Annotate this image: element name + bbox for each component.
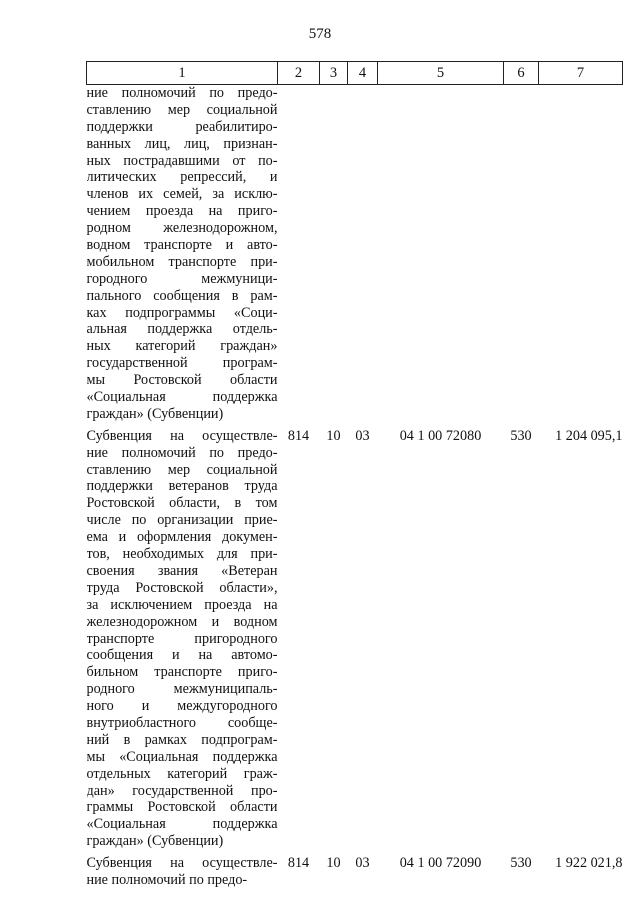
- description-line: ставлению мер социальной: [86, 101, 278, 118]
- description-line: родного межмуниципаль-: [86, 681, 278, 698]
- description-line: Субвенция на осуществле-: [86, 855, 278, 872]
- description-line: граждан» (Субвенции): [86, 405, 224, 422]
- row-code4: 03: [355, 855, 370, 872]
- description-line: транспорте пригородного: [86, 630, 278, 647]
- row-code3: 10: [326, 855, 341, 872]
- description-line: водном транспорте и авто-: [86, 237, 278, 254]
- description-line: Субвенция на осуществле-: [86, 427, 278, 444]
- description-line: членов их семей, за исклю-: [86, 186, 278, 203]
- description-line: мобильном транспорте при-: [86, 253, 278, 270]
- description-line: ема и оформления докумен-: [86, 529, 278, 546]
- row-code6: [504, 85, 539, 423]
- description-line: поддержки реабилитиро-: [86, 118, 278, 135]
- description-line: ние полномочий по предо-: [86, 871, 248, 888]
- description-line: ных пострадавшими от по-: [86, 152, 278, 169]
- row-amount: [539, 85, 623, 423]
- description-line: Ростовской области, в том: [86, 495, 278, 512]
- description-line: своения звания «Ветеран: [86, 562, 278, 579]
- row-description: [87, 850, 278, 889]
- table-row: [87, 850, 623, 889]
- row-description: [87, 423, 278, 850]
- row-code3: 10: [326, 427, 341, 444]
- description-line: отдельных категорий граж-: [86, 765, 278, 782]
- header-col-7: 7: [539, 62, 623, 85]
- header-col-1: 1: [87, 62, 278, 85]
- description-line: ных категорий граждан»: [86, 338, 278, 355]
- description-line: «Социальная поддержка: [86, 816, 278, 833]
- row-code6: 530: [510, 855, 532, 872]
- table-row: [87, 423, 623, 850]
- description-line: мы «Социальная поддержка: [86, 748, 278, 765]
- description-line: ний в рамках подпрограм-: [86, 731, 278, 748]
- description-line: числе по организации прие-: [86, 512, 278, 529]
- description-line: «Социальная поддержка: [86, 389, 278, 406]
- description-line: пального сообщения в рам-: [86, 287, 278, 304]
- table-body: [87, 85, 623, 889]
- table-row: [87, 85, 623, 423]
- description-line: внутриобластного сообще-: [86, 714, 278, 731]
- description-line: бильном транспорте приго-: [86, 664, 278, 681]
- row-code2: [278, 85, 320, 423]
- row-amount: 1 922 021,8: [555, 855, 623, 872]
- description-line: чением проезда на приго-: [86, 203, 278, 220]
- row-code2: 814: [287, 427, 310, 444]
- description-line: родном железнодорожном,: [86, 220, 278, 237]
- description-line: граммы Ростовской области: [86, 799, 278, 816]
- table-header-row: [87, 62, 623, 85]
- header-col-4: 4: [348, 62, 378, 85]
- description-line: государственной програм-: [86, 355, 278, 372]
- row-code5: 04 1 00 72080: [399, 427, 482, 444]
- row-code3: [320, 85, 348, 423]
- description-line: труда Ростовской области»,: [86, 579, 278, 596]
- row-code6: 530: [510, 427, 532, 444]
- row-code5: [378, 85, 504, 423]
- row-description: [87, 85, 278, 423]
- description-line: ного и междугородного: [86, 698, 278, 715]
- description-line: ние полномочий по предо-: [86, 444, 278, 461]
- description-line: ках подпрограммы «Соци-: [86, 304, 278, 321]
- row-amount: 1 204 095,1: [555, 427, 623, 444]
- page-number: 578: [308, 26, 332, 42]
- description-line: железнодорожном и водном: [86, 613, 278, 630]
- description-line: за исключением проезда на: [86, 596, 278, 613]
- description-line: ставлению мер социальной: [86, 461, 278, 478]
- row-code2: 814: [287, 855, 310, 872]
- description-line: сообщения и на автомо-: [86, 647, 278, 664]
- header-col-2: 2: [278, 62, 320, 85]
- description-line: поддержки ветеранов труда: [86, 478, 278, 495]
- row-code4: [348, 85, 378, 423]
- description-line: тов, необходимых для при-: [86, 546, 278, 563]
- row-code4: 03: [355, 427, 370, 444]
- header-col-6: 6: [504, 62, 539, 85]
- row-code5: 04 1 00 72090: [399, 855, 482, 872]
- description-line: ние полномочий по предо-: [86, 85, 278, 101]
- description-line: дан» государственной про-: [86, 782, 278, 799]
- header-col-3: 3: [320, 62, 348, 85]
- description-line: альная поддержка отдель-: [86, 321, 278, 338]
- description-line: мы Ростовской области: [86, 372, 278, 389]
- header-col-5: 5: [378, 62, 504, 85]
- description-line: граждан» (Субвенции): [86, 833, 224, 850]
- budget-table: [86, 61, 623, 889]
- description-line: городного межмуници-: [86, 270, 278, 287]
- description-line: литических репрессий, и: [86, 169, 278, 186]
- description-line: ванных лиц, лиц, признан-: [86, 135, 278, 152]
